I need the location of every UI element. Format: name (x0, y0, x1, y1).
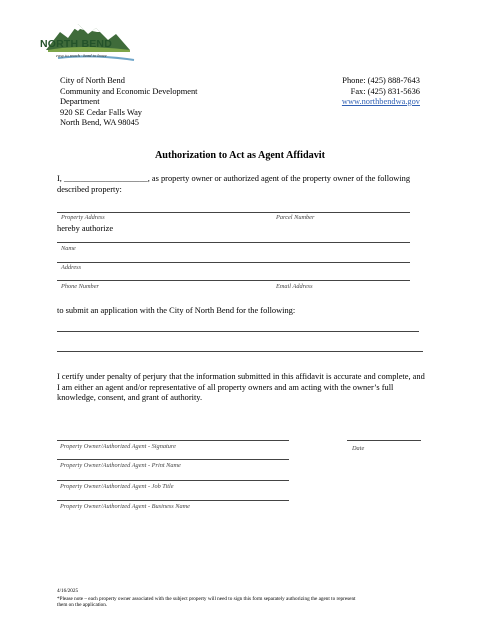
property-address-label: Property Address (61, 214, 105, 221)
submit-text: to submit an application with the City of North Bend for the following: (57, 306, 296, 315)
address-line: Department (60, 97, 100, 106)
signature-line[interactable] (57, 440, 289, 441)
phone-number-label: Phone Number (61, 283, 99, 290)
address-line: North Bend, WA 98045 (60, 118, 139, 127)
intro-text: I, ____________________, as property owner or authorized agent of the property owner of the following described property: (57, 174, 411, 194)
fax-text: Fax: (425) 831-5636 (350, 86, 420, 96)
application-line-2[interactable] (57, 351, 423, 352)
business-name-line[interactable] (57, 500, 289, 501)
print-name-line[interactable] (57, 459, 289, 460)
signature-label: Property Owner/Authorized Agent - Signature (60, 443, 176, 450)
property-address-line[interactable] (57, 212, 410, 213)
department-address (60, 76, 260, 129)
logo-tagline: easy to reach · hard to leave (56, 53, 107, 58)
date-label: Date (352, 445, 365, 452)
footer-note: *Please note – each property owner associated with the subject property will need to sign this form separately authorizing the agent to represent them on the application. (57, 596, 356, 609)
address-line: Community and Economic Development (60, 86, 198, 96)
job-title-line[interactable] (57, 480, 289, 481)
hereby-authorize-text: hereby authorize (57, 224, 114, 233)
business-name-label: Property Owner/Authorized Agent - Business Name (60, 503, 190, 510)
parcel-number-label: Parcel Number (276, 214, 315, 221)
address-line-field[interactable] (57, 262, 410, 263)
certify-text: I certify under penalty of perjury that the information submitted in this affidavit is accurate and complete, and I am either an agent and/or representative of all property owners and am acting with the owner’s full knowledge, consent, and grant of authority. (57, 372, 425, 402)
page-title: Authorization to Act as Agent Affidavit (154, 150, 326, 161)
address-label: Address (61, 264, 82, 271)
address-line: 920 SE Cedar Falls Way (60, 107, 142, 117)
phone-text: Phone: (425) 888-7643 (342, 76, 420, 85)
footer-date: 4/16/2025 (57, 588, 79, 594)
phone-email-line[interactable] (57, 280, 410, 281)
print-name-label: Property Owner/Authorized Agent - Print Name (60, 462, 181, 469)
date-line[interactable] (347, 440, 421, 441)
name-label: Name (61, 245, 76, 252)
logo-text: NORTH BEND (40, 38, 112, 50)
address-line: City of North Bend (60, 76, 125, 85)
email-address-label: Email Address (276, 283, 313, 290)
application-line-1[interactable] (57, 331, 419, 332)
job-title-label: Property Owner/Authorized Agent - Job Title (60, 483, 174, 490)
website-link[interactable]: www.northbendwa.gov (341, 97, 420, 106)
contact-info (342, 76, 420, 108)
name-line[interactable] (57, 242, 410, 243)
